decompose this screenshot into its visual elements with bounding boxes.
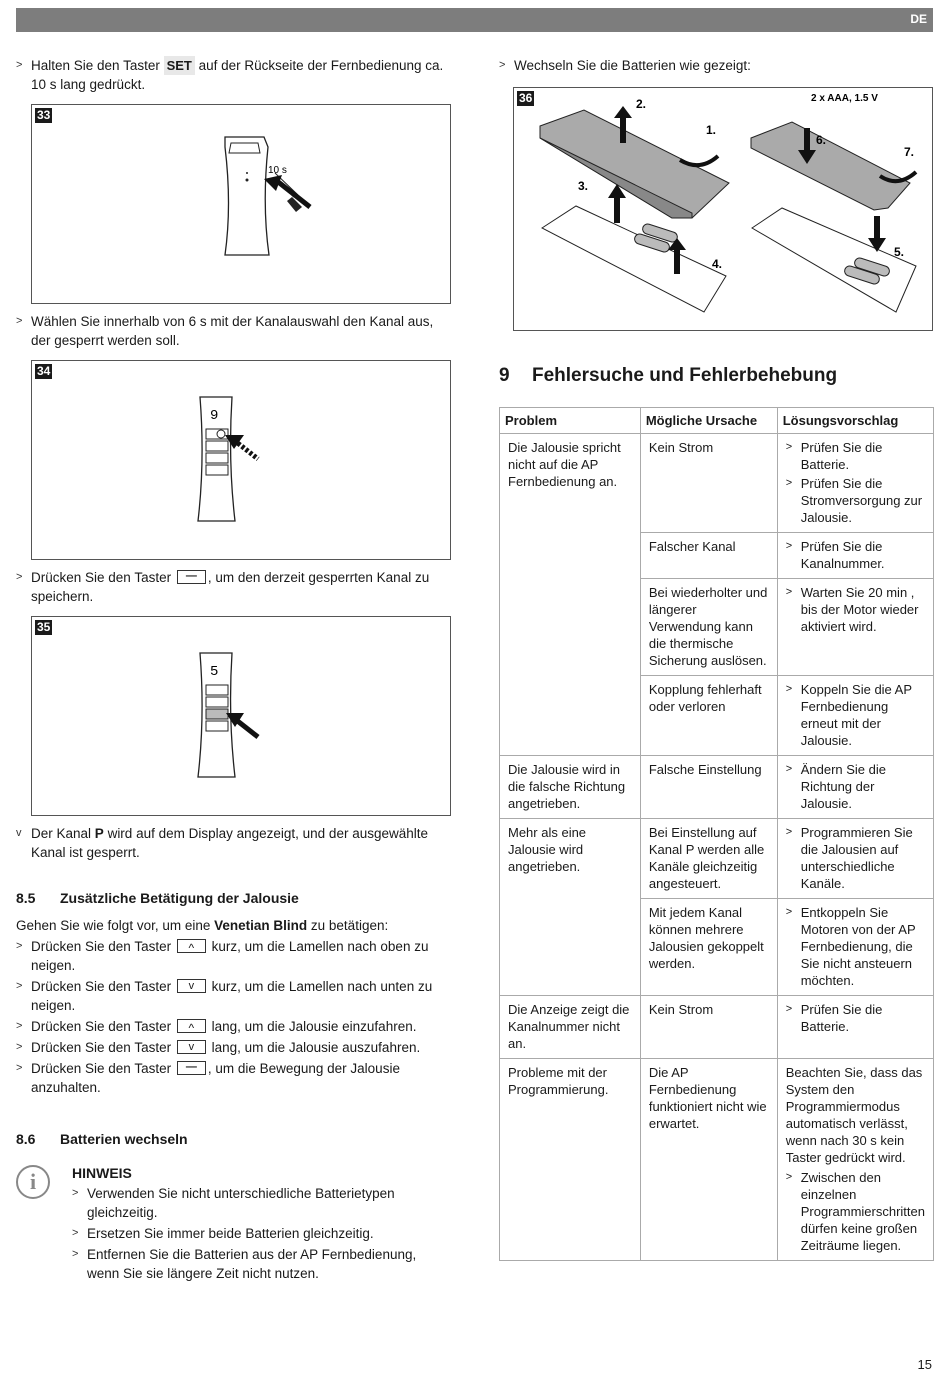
up-key-icon [177,939,206,953]
list-item: > Entfernen Sie die Batterien aus der AP Fernbedienung, wenn Sie sie längere Zeit nicht nutzen. [72,1247,417,1281]
info-icon: i [16,1165,50,1199]
column-header: Problem [500,408,641,434]
stop-key-icon [177,1061,206,1075]
figure-number: 36 [519,91,533,105]
left-column [16,56,451,1285]
section-8-5-heading: 8.5 Zusätzliche Betätigung der Jalousie [16,890,299,906]
step-3-label: 3. [578,179,589,193]
figure-number: 33 [37,108,51,122]
step-5-label: 5. [894,245,905,259]
right-column [499,56,934,339]
header-bar [16,8,933,32]
list-item: > Ersetzen Sie immer beide Batterien gleichzeitig. [72,1226,374,1241]
channel-p-label: P [94,826,104,841]
list-item: > Drücken Sie den Taster ^ lang, um die Jalousie einzufahren. [16,1017,451,1036]
bullet-marker-icon: > [16,59,23,71]
cause-cell: Kein Strom [640,996,777,1059]
cause-cell: Mit jedem Kanal können mehrere Jalousien gekoppelt werden. [640,899,777,996]
column-header: Lösungsvorschlag [777,408,933,434]
solution-cell: Beachten Sie, dass das System den Programmiermodus automatisch verlässt, wenn nach 30 s kein Taster gedrückt wird. > Zwischen den einzelnen Programmierschritten dürfen keine großen Zeiträume liegen. [777,1059,933,1261]
solution-cell: > Prüfen Sie die Batterie. > Prüfen Sie die Stromversorgung zur Jalousie. [777,434,933,533]
figure-33 [31,104,451,304]
language-label: DE [910,12,927,26]
remote-front-illustration [32,361,450,559]
remote-front-illustration-stop [32,617,450,815]
table-header-row [500,408,934,434]
up-key-icon [177,1019,206,1033]
solution-cell: > Prüfen Sie die Kanalnummer. [777,533,933,579]
solution-cell: > Ändern Sie die Richtung der Jalousie. [777,756,933,819]
table-row [500,434,934,533]
list-item: > Drücken Sie den Taster v lang, um die Jalousie auszufahren. [16,1038,451,1057]
figure-number: 34 [37,364,51,378]
solution-cell: > Programmieren Sie die Jalousien auf unterschiedliche Kanäle. [777,819,933,899]
problem-cell: Die Jalousie spricht nicht auf die AP Fernbedienung an. [500,434,641,756]
table-row [500,996,934,1059]
fig33-time-label: 10 s [268,165,287,176]
troubleshooting-table [499,407,934,1261]
bullet-marker-icon: > [16,315,23,327]
problem-cell: Die Jalousie wird in die falsche Richtung angetrieben. [500,756,641,819]
cause-cell: Kein Strom [640,434,777,533]
table-row [500,1059,934,1261]
solution-cell: > Entkoppeln Sie Motoren von der AP Fernbedienung, die Sie nicht ansteuern möchten. [777,899,933,996]
cause-cell: Falsche Einstellung [640,756,777,819]
step-change-batteries: > Wechseln Sie die Batterien wie gezeigt: [499,58,751,73]
problem-cell: Die Anzeige zeigt die Kanalnummer nicht an. [500,996,641,1059]
step-4-label: 4. [712,257,723,271]
cause-cell: Kopplung fehlerhaft oder verloren [640,676,777,756]
figure-34 [31,360,451,560]
remote-back-illustration [32,105,450,303]
list-item: > Drücken Sie den Taster —, um die Bewegung der Jalousie anzuhalten. [16,1059,451,1097]
section-8-6-heading: 8.6 Batterien wechseln [16,1131,188,1147]
problem-cell: Probleme mit der Programmierung. [500,1059,641,1261]
set-key-label: SET [164,56,195,75]
down-key-icon [177,1040,206,1054]
cause-cell: Bei Einstellung auf Kanal P werden alle Kanäle gleichzeitig angesteuert. [640,819,777,899]
step-2-label: 2. [636,97,647,111]
hinweis-title: HINWEIS [72,1165,132,1181]
result-channel-locked: v Der Kanal P wird auf dem Display angezeigt, und der ausgewählte Kanal ist gesperrt. [16,826,429,860]
solution-cell: > Warten Sie 20 min , bis der Motor wieder aktiviert wird. [777,579,933,676]
table-row [500,819,934,899]
step-6-label: 6. [816,133,827,147]
result-check-icon: v [16,827,22,839]
fig35-display-digit: 5 [210,664,219,680]
problem-cell: Mehr als eine Jalousie wird angetrieben. [500,819,641,996]
step-press-stop: > Drücken Sie den Taster —, um den derzeit gesperrten Kanal zu speichern. [16,568,451,606]
fig34-display-digit: 9 [210,408,219,424]
column-header: Mögliche Ursache [640,408,777,434]
figure-number: 35 [37,620,51,634]
cause-cell: Falscher Kanal [640,533,777,579]
list-item: > Drücken Sie den Taster ^ kurz, um die Lamellen nach oben zu neigen. [16,937,451,975]
list-item: > Verwenden Sie nicht unterschiedliche Batterietypen gleichzeitig. [72,1186,395,1220]
figure-36 [513,87,933,331]
figure-35 [31,616,451,816]
section-8-5-intro: Gehen Sie wie folgt vor, um eine Venetian Blind zu betätigen: [16,918,389,933]
step-7-label: 7. [904,145,915,159]
bullet-marker-icon: > [499,59,506,71]
cause-cell: Die AP Fernbedienung funktioniert nicht wie erwartet. [640,1059,777,1261]
step-1-label: 1. [706,123,717,137]
section-9-heading: 9 Fehlersuche und Fehlerbehebung [499,365,838,386]
cause-cell: Bei wiederholter und längerer Verwendung kann die thermische Sicherung auslösen. [640,579,777,676]
battery-spec-label: 2 x AAA, 1.5 V [811,93,878,104]
hinweis-notice [16,1165,451,1283]
down-key-icon [177,979,206,993]
table-row [500,756,934,819]
step-hold-set: > Halten Sie den Taster SET auf der Rückseite der Fernbedienung ca. 10 s lang gedrückt. [16,58,444,92]
list-item: > Drücken Sie den Taster v kurz, um die Lamellen nach unten zu neigen. [16,977,451,1015]
solution-cell: > Prüfen Sie die Batterie. [777,996,933,1059]
solution-cell: > Koppeln Sie die AP Fernbedienung erneut mit der Jalousie. [777,676,933,756]
stop-key-icon [177,570,206,584]
page-number: 15 [917,1357,932,1372]
battery-change-illustration [514,88,932,330]
bullet-marker-icon: > [16,571,23,583]
step-select-channel: > Wählen Sie innerhalb von 6 s mit der Kanalauswahl den Kanal aus, der gesperrt werden soll. [16,314,434,348]
